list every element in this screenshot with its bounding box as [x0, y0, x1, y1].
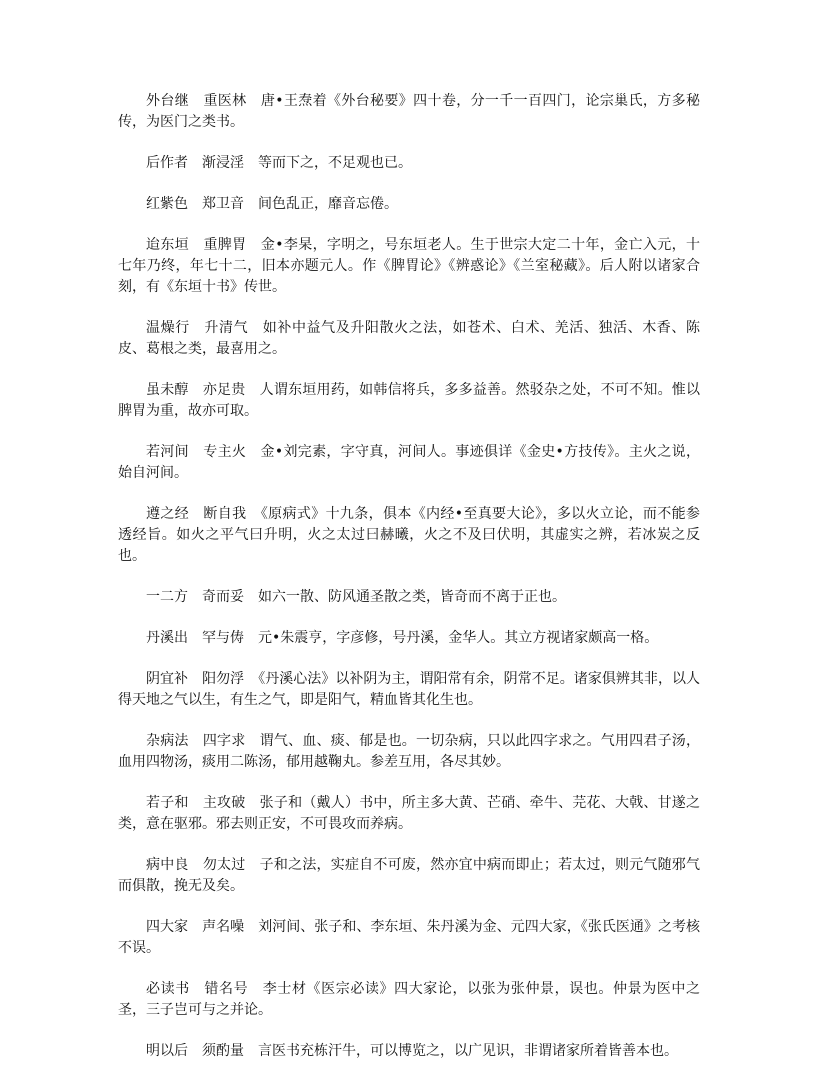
paragraph-4: 迨东垣 重脾胃 金•李杲，字明之，号东垣老人。生于世宗大定二十年，金亡入元，十七年乃终，年七十二，旧本亦题元人。作《脾胃论》《辨惑论》《兰室秘藏》。后人附以诸家合刻，有《东垣十书》传世。	[118, 237, 700, 295]
paragraph-7: 若河间 专主火 金•刘完素，字守真，河间人。事迹俱详《金史•方技传》。主火之说，始自河间。	[118, 444, 700, 481]
paragraph-11: 阴宜补 阳勿浮 《丹溪心法》以补阴为主，谓阳常有余，阴常不足。诸家俱辨其非，以人得天地之气以生，有生之气，即是阳气，精血皆其化生也。	[118, 671, 700, 708]
paragraph-13: 若子和 主攻破 张子和（戴人）书中，所主多大黄、芒硝、牵牛、芫花、大戟、甘遂之类，意在驱邪。邪去则正安，不可畏攻而养病。	[118, 795, 700, 832]
paragraph-15: 四大家 声名噪 刘河间、张子和、李东垣、朱丹溪为金、元四大家，《张氏医通》之考核不误。	[118, 919, 700, 956]
paragraph-8: 遵之经 断自我 《原病式》十九条，俱本《内经•至真要大论》，多以火立论，而不能参透经旨。如火之平气曰升明，火之太过曰赫曦，火之不及曰伏明，其虚实之辨，若冰炭之反也。	[118, 506, 700, 564]
paragraph-17: 明以后 须酌量 言医书充栋汗牛，可以博览之，以广见识，非谓诸家所着皆善本也。	[146, 1043, 678, 1059]
paragraph-6: 虽未醇 亦足贵 人谓东垣用药，如韩信将兵，多多益善。然驳杂之处，不可不知。惟以脾胃为重，故亦可取。	[118, 382, 700, 419]
paragraph-14: 病中良 勿太过 子和之法，实症自不可废，然亦宜中病而即止；若太过，则元气随邪气而俱散，挽无及矣。	[118, 857, 700, 894]
paragraph-10: 丹溪出 罕与俦 元•朱震亨，字彦修，号丹溪，金华人。其立方视诸家颇高一格。	[146, 630, 659, 646]
document-body	[118, 91, 700, 1082]
paragraph-12: 杂病法 四字求 谓气、血、痰、郁是也。一切杂病，只以此四字求之。气用四君子汤，血用四物汤，痰用二陈汤，郁用越鞠丸。参差互用，各尽其妙。	[118, 733, 700, 770]
paragraph-16: 必读书 错名号 李士材《医宗必读》四大家论，以张为张仲景，误也。仲景为医中之圣，三子岂可与之并论。	[118, 981, 700, 1018]
paragraph-3: 红紫色 郑卫音 间色乱正，靡音忘倦。	[146, 196, 398, 212]
paragraph-5: 温燥行 升清气 如补中益气及升阳散火之法，如苍术、白术、羌活、独活、木香、陈皮、葛根之类，最喜用之。	[118, 320, 700, 357]
paragraph-2: 后作者 渐浸淫 等而下之，不足观也已。	[146, 155, 412, 171]
paragraph-1: 外台继 重医林 唐•王焘着《外台秘要》四十卷，分一千一百四门，论宗巢氏，方多秘传，为医门之类书。	[118, 93, 700, 130]
paragraph-9: 一二方 奇而妥 如六一散、防风通圣散之类，皆奇而不离于正也。	[146, 589, 566, 605]
